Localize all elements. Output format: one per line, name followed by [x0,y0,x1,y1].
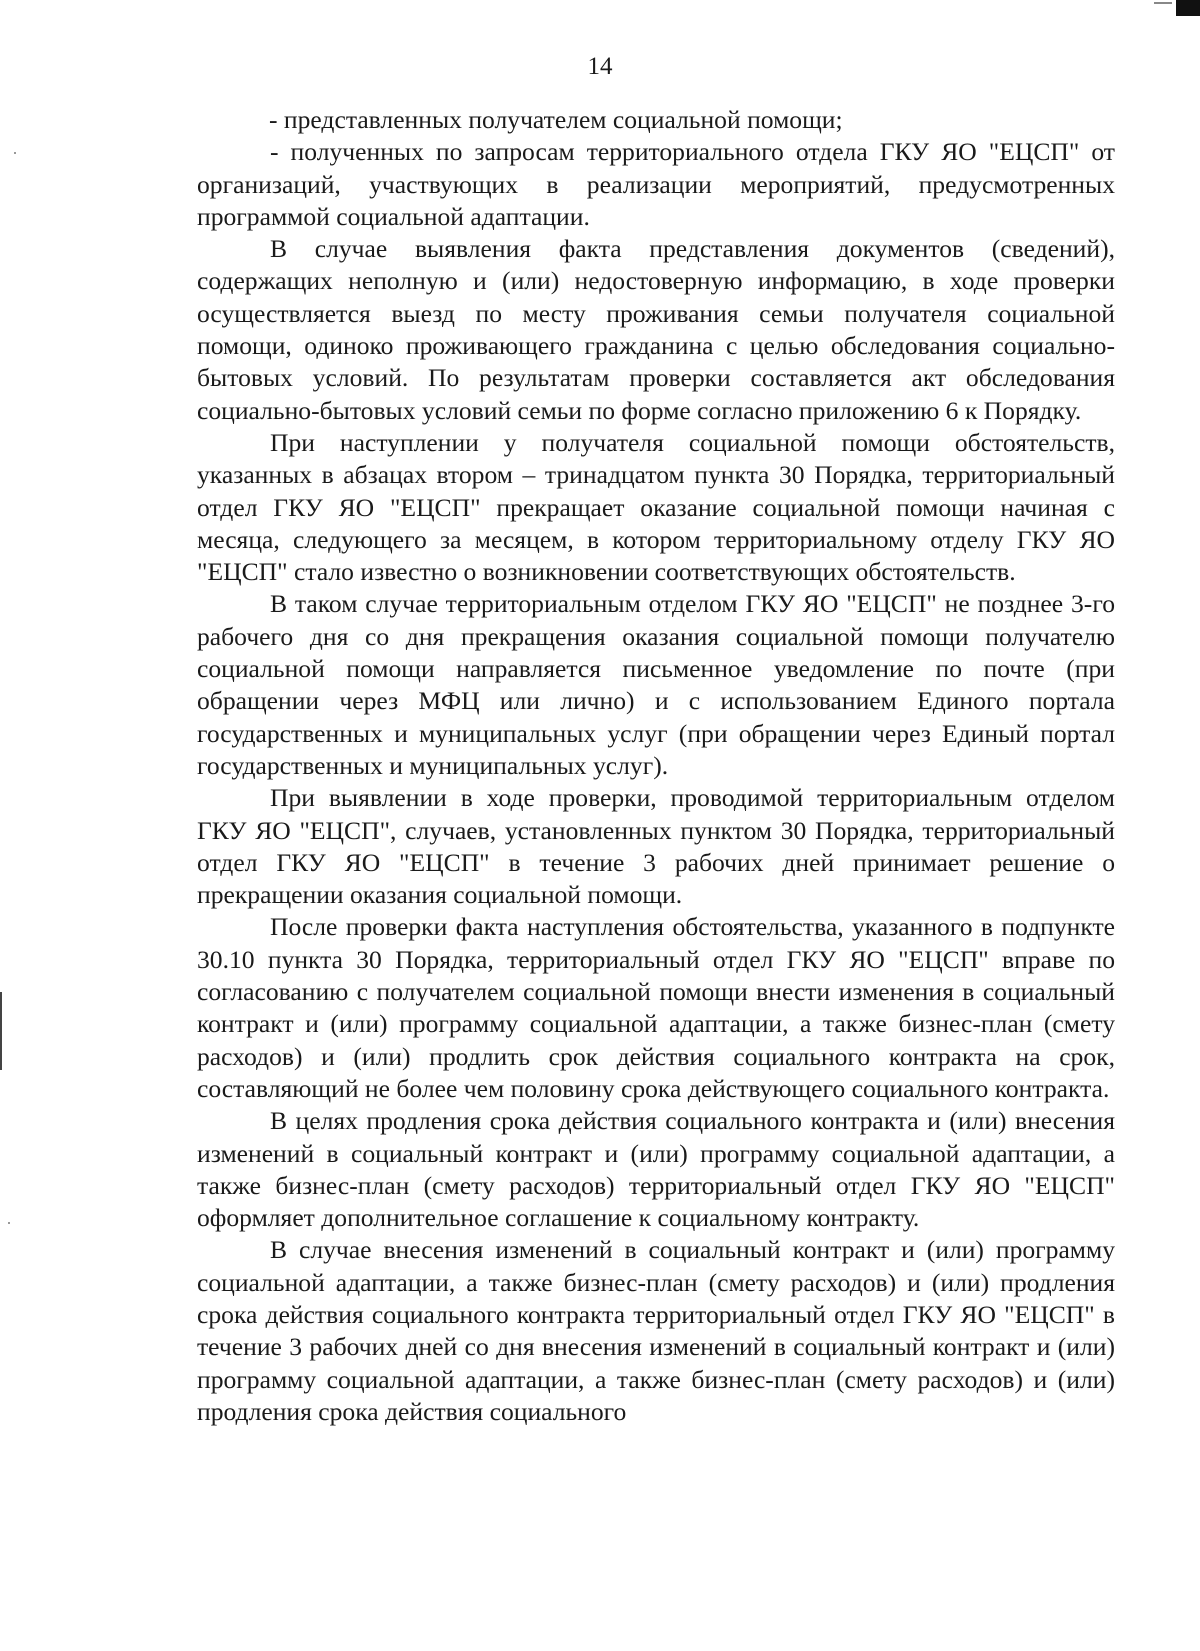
paragraph: - полученных по запросам территориального отдела ГКУ ЯО "ЕЦСП" от организаций, участвующих в реализации мероприятий, предусмотренных программой социальной адаптации. [197,137,1115,231]
paragraph: При выявлении в ходе проверки, проводимой территориальным отделом ГКУ ЯО "ЕЦСП", случаев, установленных пунктом 30 Порядка, территориальный отдел ГКУ ЯО "ЕЦСП" в течение 3 рабочих дней принимает решение о прекращении оказания социальной помощи. [197,783,1115,910]
paragraph: В случае внесения изменений в социальный контракт и (или) программу социальной адаптации, а также бизнес-план (смету расходов) и (или) продления срока действия социального контракта территориальный отдел ГКУ ЯО "ЕЦСП" в течение 3 рабочих дней со дня внесения изменений в социальный контракт и (или) программу социальной адаптации, а также бизнес-план (смету расходов) и (или) продления срока действия социального [197,1235,1115,1426]
document-body [197,104,1115,1428]
scan-mark-line [1154,2,1172,4]
paragraph: В таком случае территориальным отделом ГКУ ЯО "ЕЦСП" не позднее 3-го рабочего дня со дня прекращения оказания социальной помощи получателю социальной помощи направляется письменное уведомление по почте (при обращении через МФЦ или лично) и с использованием Единого портала государственных и муниципальных услуг (при обращении через Единый портал государственных и муниципальных услуг). [197,589,1115,780]
paragraph: В целях продления срока действия социального контракта и (или) внесения изменений в социальный контракт и (или) программу социальной адаптации, а также бизнес-план (смету расходов) территориальный отдел ГКУ ЯО "ЕЦСП" оформляет дополнительное соглашение к социальному контракту. [197,1106,1115,1233]
margin-mark [0,992,2,1070]
page-number: 14 [587,53,613,80]
scan-mark [1176,0,1200,16]
paragraph: При наступлении у получателя социальной помощи обстоятельств, указанных в абзацах втором – тринадцатом пункта 30 Порядка, территориальный отдел ГКУ ЯО "ЕЦСП" прекращает оказание социальной помощи начиная с месяца, следующего за месяцем, в котором территориальному отделу ГКУ ЯО "ЕЦСП" стало известно о возникновении соответствующих обстоятельств. [197,427,1115,587]
paragraph: В случае выявления факта представления документов (сведений), содержащих неполную и (или) недостоверную информацию, в ходе проверки осуществляется выезд по месту проживания семьи получателя социальной помощи, одиноко проживающего гражданина с целью обследования социально-бытовых условий. По результатам проверки составляется акт обследования социально-бытовых условий семьи по форме согласно приложению 6 к Порядку. [197,234,1115,425]
paragraph: После проверки факта наступления обстоятельства, указанного в подпункте 30.10 пункта 30 Порядка, территориальный отдел ГКУ ЯО "ЕЦСП" вправе по согласованию с получателем социальной помощи внести изменения в социальный контракт и (или) программу социальной адаптации, а также бизнес-план (смету расходов) и (или) продлить срок действия социального контракта на срок, составляющий не более чем половину срока действующего социального контракта. [197,912,1115,1103]
margin-speck [8,1222,10,1224]
paragraph: - представленных получателем социальной помощи; [269,105,843,134]
margin-speck [14,152,16,154]
